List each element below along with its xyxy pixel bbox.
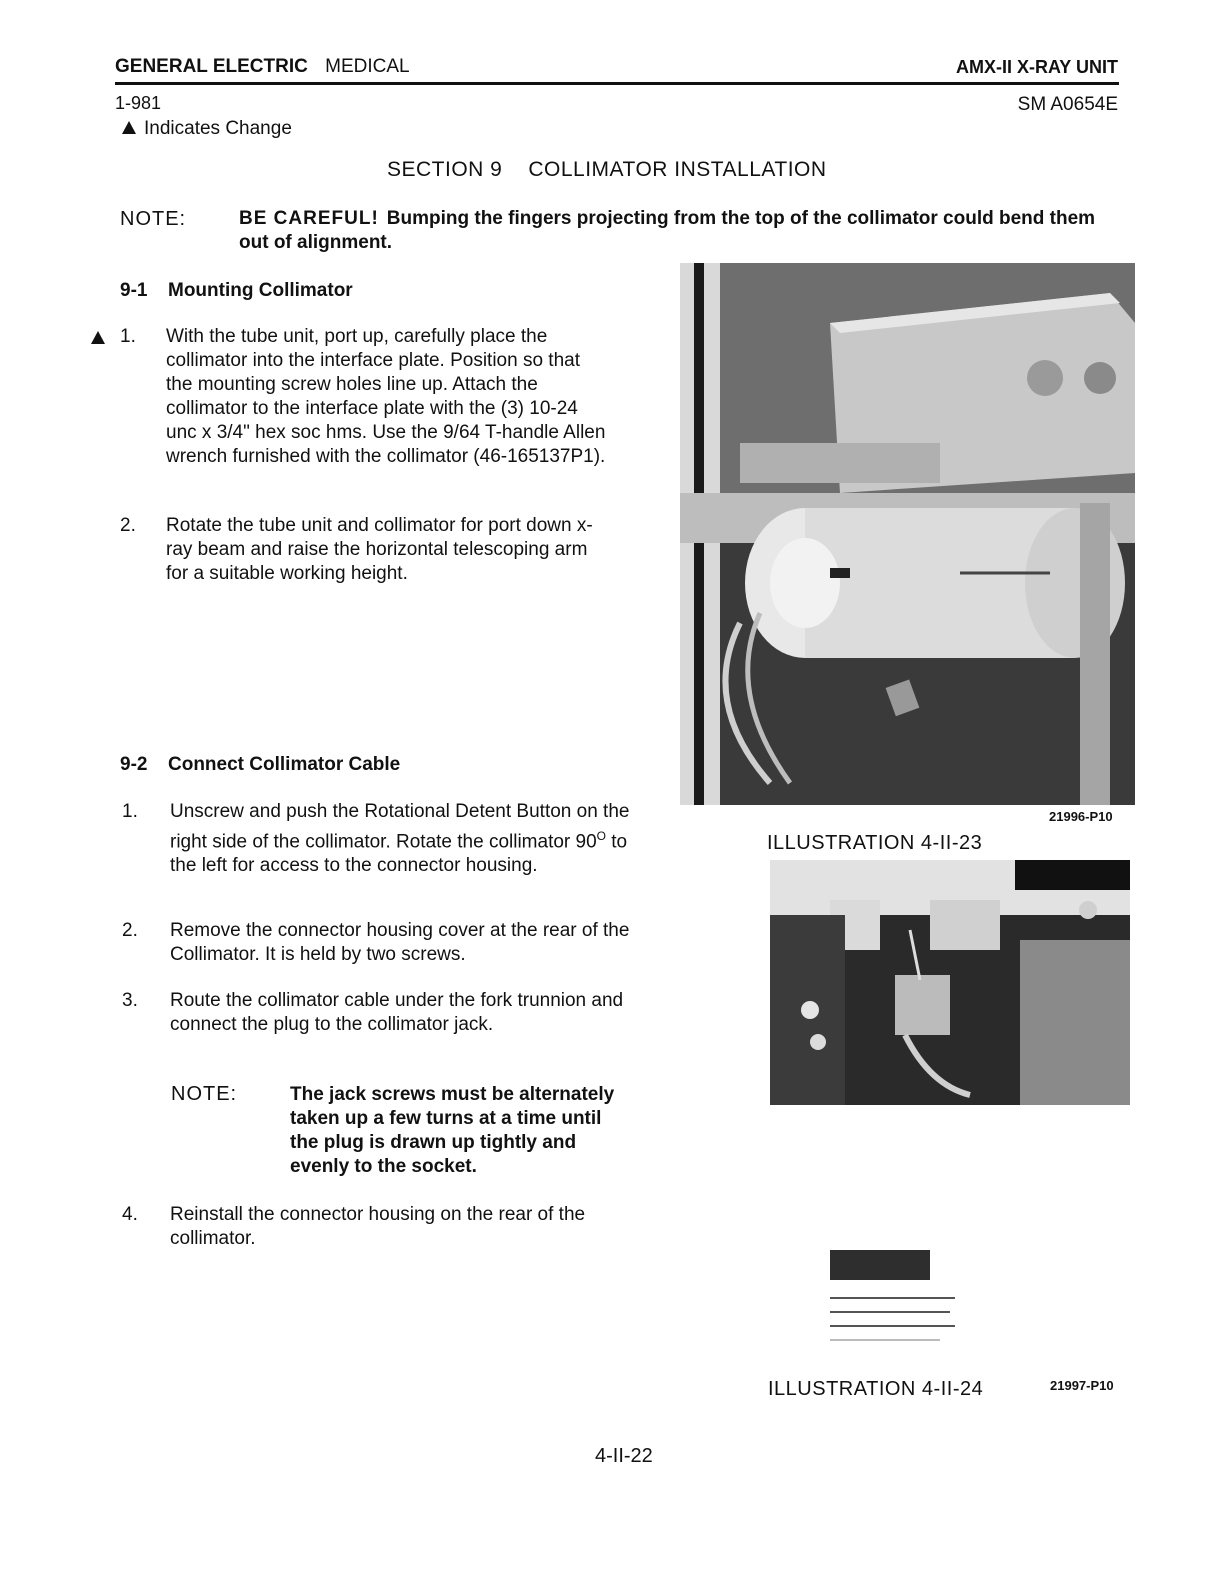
step-number: 1.: [122, 801, 138, 822]
photo-reference-number: 21996-P10: [1049, 809, 1113, 824]
section-heading: [387, 158, 827, 182]
step-text: Rotate the tube unit and collimator for port down x-ray beam and raise the horizontal telescoping arm for a suitable working height.: [166, 515, 593, 584]
document-number: SM A0654E: [1017, 94, 1118, 115]
illustration-caption: ILLUSTRATION 4-II-24: [768, 1378, 984, 1400]
illustration-caption: ILLUSTRATION 4-II-23: [767, 832, 983, 854]
step-number: 4.: [122, 1204, 138, 1225]
section-number: SECTION 9: [387, 158, 503, 181]
company-division: MEDICAL: [325, 56, 410, 77]
illustration-photo-collimator-mounted: [680, 263, 1135, 805]
note-text: [239, 207, 1109, 255]
subsection-heading-9-2: [120, 754, 400, 776]
header-rule: [115, 82, 1119, 85]
note-emphasis: BE CAREFUL!: [239, 208, 379, 229]
subsection-title: Mounting Collimator: [168, 280, 353, 301]
illustration-photo-connector-housing: [770, 860, 1130, 1105]
note-text: The jack screws must be alternately taken up a few turns at a time until the plug is drawn up tightly and evenly to the socket.: [290, 1084, 615, 1177]
page-number: 4-II-22: [595, 1445, 653, 1467]
note-label: NOTE:: [171, 1083, 238, 1105]
change-marker-icon: [91, 331, 105, 349]
change-triangle-icon: [122, 121, 136, 134]
subsection-heading-9-1: [120, 280, 353, 302]
subsection-number: 9-1: [120, 280, 148, 301]
step-text: Reinstall the connector housing on the rear of the collimator.: [170, 1204, 586, 1249]
step-number: 3.: [122, 990, 138, 1011]
nameplate-image: [830, 1250, 960, 1350]
step-text: Route the collimator cable under the fork trunnion and connect the plug to the collimator jack.: [170, 990, 624, 1035]
subsection-title: Connect Collimator Cable: [168, 754, 401, 775]
company-name: GENERAL ELECTRIC: [115, 56, 308, 77]
subsection-number: 9-2: [120, 754, 148, 775]
degree-superscript: O: [596, 829, 606, 843]
step-number: 2.: [120, 515, 136, 536]
section-title: COLLIMATOR INSTALLATION: [528, 158, 827, 181]
product-name: AMX-II X-RAY UNIT: [955, 57, 1118, 77]
step-text: With the tube unit, port up, carefully place the collimator into the interface plate. Position so that the mounting screw holes line up. Attach the collimator to the interface plate with the (3) 10-24 unc x 3/4" hex soc hms. Use the 9/64 T-handle Allen wrench furnished with the collimator (46-165137P1).: [166, 326, 606, 467]
header-company: [115, 56, 410, 78]
step-text-part: Unscrew and push the Rotational Detent Button on the right side of the collimator. Rotate the collimator 90: [170, 801, 630, 853]
note-label: NOTE:: [120, 208, 187, 230]
step-text: [170, 800, 635, 878]
photo-reference-number: 21997-P10: [1050, 1378, 1114, 1393]
step-number: 1.: [120, 326, 136, 347]
step-number: 2.: [122, 920, 138, 941]
revision-date: 1-981: [115, 93, 162, 113]
change-legend-text: Indicates Change: [144, 118, 292, 139]
step-text: Remove the connector housing cover at the rear of the Collimator. It is held by two screws.: [170, 920, 630, 965]
step-text-part: to the left for access to the connector housing.: [170, 831, 628, 877]
change-legend: [122, 118, 292, 140]
note-body: Bumping the fingers projecting from the top of the collimator could bend them out of alignment.: [239, 208, 1096, 253]
